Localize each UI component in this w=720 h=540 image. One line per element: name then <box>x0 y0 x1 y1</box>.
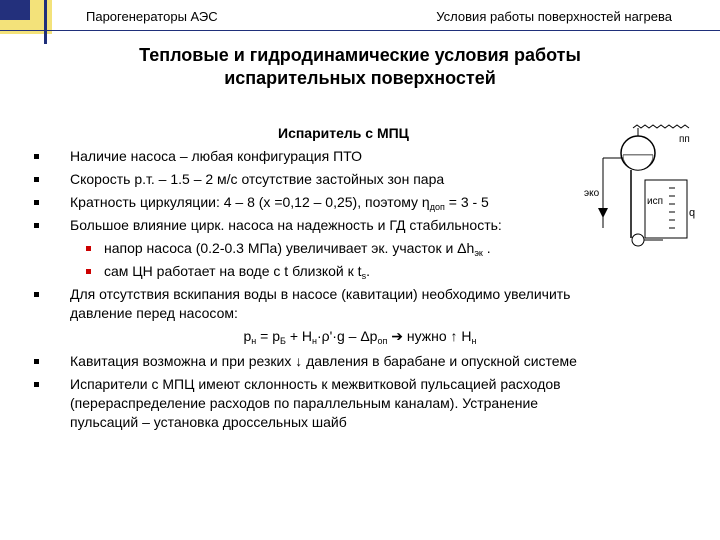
header-rule <box>0 30 720 31</box>
bullet-marker <box>34 154 39 159</box>
sub-bullet-1-part-b: . <box>482 240 491 256</box>
sub-bullet-2-part-b: . <box>366 263 370 279</box>
header-right-text: Условия работы поверхностей нагрева <box>436 9 672 24</box>
sub-bullet-2-subscript: s <box>361 271 367 281</box>
bullet-5-line-1: Для отсутствия вскипания воды в насосе (кавитации) необходимо увеличить <box>70 286 571 302</box>
header-left-text: Парогенераторы АЭС <box>86 9 218 24</box>
formula-line <box>0 328 720 350</box>
sub-bullet-marker <box>86 246 91 251</box>
bullet-3-part-b: = 3 - 5 <box>444 194 489 210</box>
sub-bullet-1-subscript: эк <box>474 248 483 258</box>
sub-bullet-2-text <box>104 263 370 285</box>
bullet-marker <box>34 382 39 387</box>
formula-subscript: н <box>312 336 317 346</box>
eta-symbol: η <box>421 194 430 210</box>
bullet-marker <box>34 359 39 364</box>
formula-subscript: оп <box>377 336 388 346</box>
drum-water-fill <box>623 155 653 170</box>
mpc-evaporator-schematic <box>583 118 698 263</box>
bullet-6-text: Кавитация возможна и при резких ↓ давления в барабане и опускной системе <box>70 353 577 369</box>
slide-title-line-1: Тепловые и гидродинамические условия работы <box>139 45 581 65</box>
label-q: q <box>689 207 696 219</box>
slide-title-line-2: испарительных поверхностей <box>224 68 496 88</box>
bullet-3-part-a: Кратность циркуляции: 4 – 8 (х =0,12 – 0,25), поэтому <box>70 194 422 210</box>
pump-icon <box>632 234 644 246</box>
bullet-marker <box>34 177 39 182</box>
sub-bullet-marker <box>86 269 91 274</box>
formula-part: = p <box>256 328 281 344</box>
formula-subscript: н <box>251 336 257 346</box>
bullet-marker <box>34 292 39 297</box>
bullet-7-line-2: (перераспределение расходов по параллельным каналам). Устранение <box>70 395 539 411</box>
bullet-5-line-2: давление перед насосом: <box>70 305 238 321</box>
slide-subtitle: Испаритель с МПЦ <box>278 125 409 141</box>
bullet-marker <box>34 223 39 228</box>
bullet-7-line-1: Испарители с МПЦ имеют склонность к межвитковой пульсацией расходов <box>70 376 561 392</box>
bullet-3-text <box>70 194 489 216</box>
slide-title <box>60 44 660 90</box>
formula-part: ➔ нужно ↑ H <box>387 328 472 344</box>
eta-subscript: доп <box>429 202 445 212</box>
label-eko: эко <box>584 188 600 199</box>
feed-valve-icon <box>598 208 608 218</box>
sub-bullet-1-part-a: напор насоса (0.2-0.3 МПа) увеличивает эк. участок и Δh <box>104 240 475 256</box>
bullet-1-text: Наличие насоса – любая конфигурация ПТО <box>70 148 362 164</box>
label-pp: пп <box>679 134 690 145</box>
sub-bullet-2-part-a: сам ЦН работает на воде с t близкой к t <box>104 263 362 279</box>
superheater-coil <box>633 125 689 128</box>
formula-subscript: Б <box>280 336 286 346</box>
formula-part: p <box>243 328 252 344</box>
formula-part: ·ρ'·g – Δp <box>317 328 378 344</box>
bullet-7-line-3: пульсаций – установка дроссельных шайб <box>70 414 347 430</box>
corner-blue-block <box>0 0 30 20</box>
label-isp: исп <box>647 196 664 207</box>
evaporator-box <box>645 180 687 238</box>
sub-bullet-1-text <box>104 240 491 262</box>
formula-subscript: н <box>471 336 477 346</box>
bullet-marker <box>34 200 39 205</box>
bullet-4-text: Большое влияние цирк. насоса на надежность и ГД стабильность: <box>70 217 502 233</box>
corner-vertical-line <box>44 0 47 44</box>
formula-part: + H <box>285 328 313 344</box>
bullet-2-text: Скорость р.т. – 1.5 – 2 м/с отсутствие застойных зон пара <box>70 171 445 187</box>
